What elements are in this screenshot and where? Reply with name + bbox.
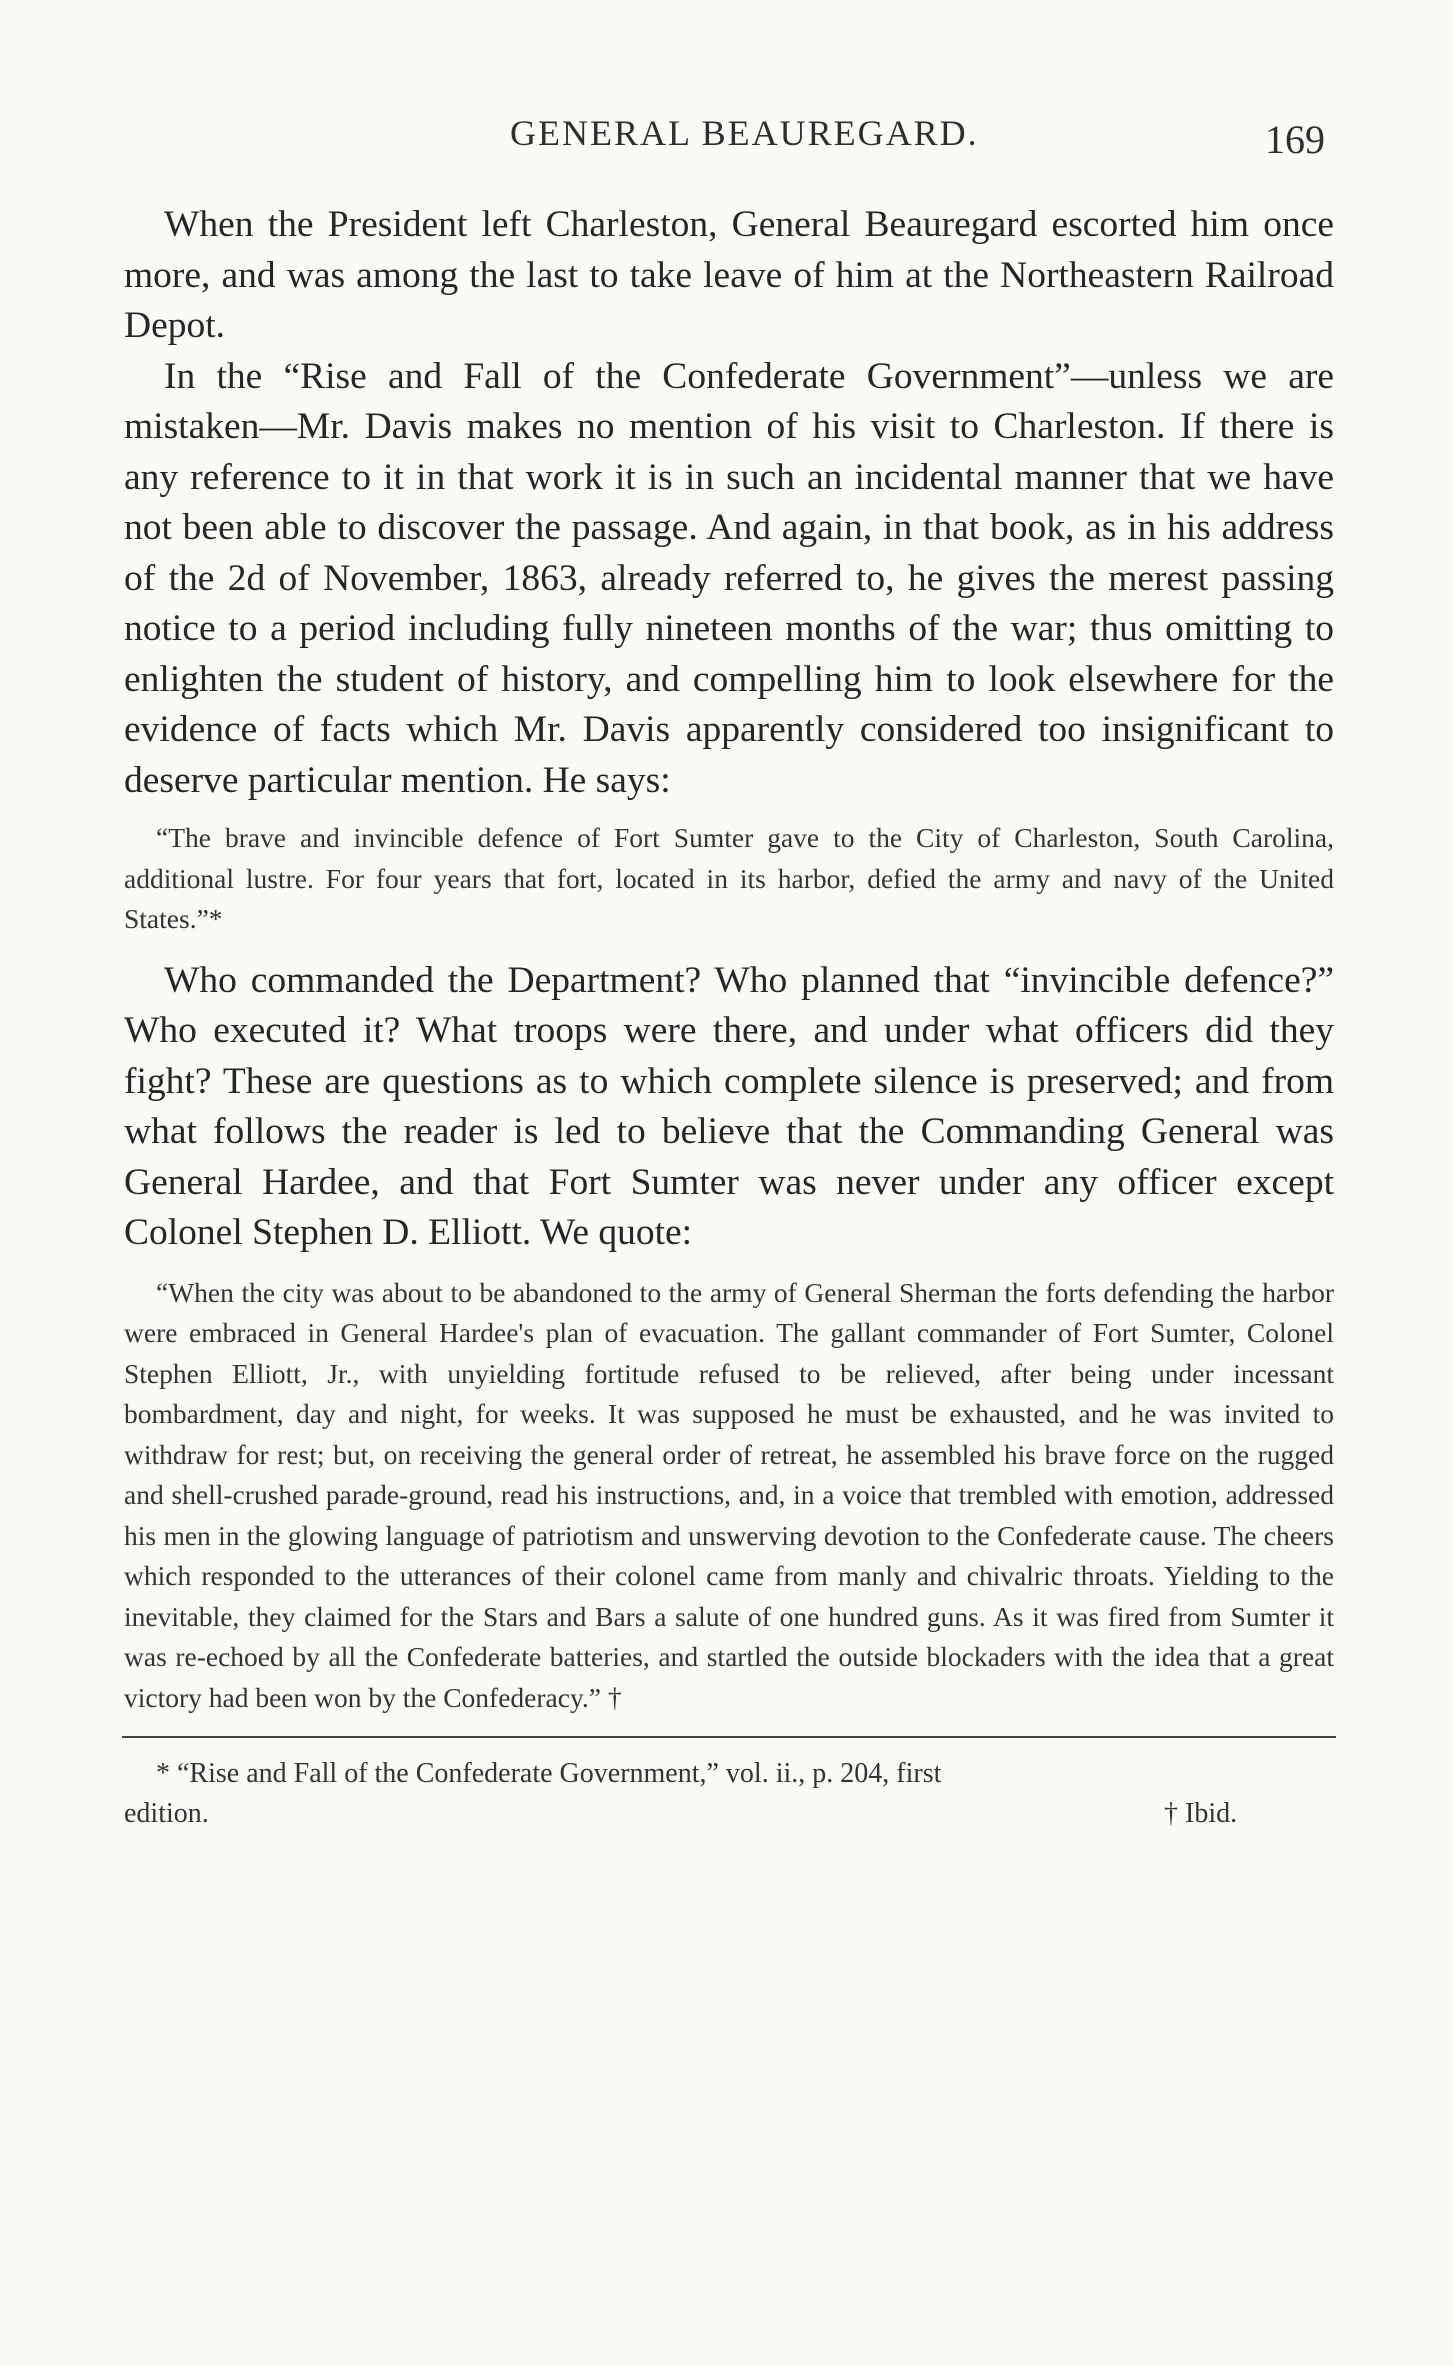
page-body bbox=[124, 200, 1334, 1834]
footnote-dagger: † Ibid. bbox=[1164, 1798, 1238, 1829]
paragraph: Who commanded the Department? Who planned that “invincible defence?” Who executed it? What troops were there, and under what officers did they fight? These are questions as to which complete silence is preserved; and from what follows the reader is led to believe that the Commanding General was General Hardee, and that Fort Sumter was never under any officer except Colonel Stephen D. Elliott. We quote: bbox=[124, 959, 1334, 1253]
block-quote: “The brave and invincible defence of Fort Sumter gave to the City of Charleston, South Carolina, additional lustre. For four years that fort, located in its harbor, defied the army and navy of the United States.”* bbox=[124, 822, 1334, 934]
footnotes bbox=[124, 1754, 1334, 1834]
footnote-star-continued: edition. bbox=[124, 1798, 209, 1829]
running-title: GENERAL BEAUREGARD. bbox=[510, 113, 979, 153]
block-quote: “When the city was about to be abandoned to the army of General Sherman the forts defending the harbor were embraced in General Hardee's plan of evacuation. The gallant commander of Fort Sumter, Colonel Stephen Elliott, Jr., with unyielding fortitude refused to be relieved, after being under incessant bombardment, day and night, for weeks. It was supposed he must be exhausted, and he was invited to withdraw for rest; but, on receiving the general order of retreat, he assembled his brave force on the rugged and shell-crushed parade-ground, read his instructions, and, in a voice that trembled with emotion, addressed his men in the glowing language of patriotism and unswerving devotion to the Confederate cause. The cheers which responded to the utterances of their colonel came from manly and chivalric throats. Yielding to the inevitable, they claimed for the Stars and Bars a salute of one hundred guns. As it was fired from Sumter it was re-echoed by all the Confederate batteries, and startled the outside blockaders with the idea that a great victory had been won by the Confederacy.” † bbox=[124, 1276, 1334, 1713]
page-number: 169 bbox=[1265, 117, 1325, 162]
footnote-star: * “Rise and Fall of the Confederate Government,” vol. ii., p. 204, first bbox=[156, 1758, 942, 1789]
paragraph: In the “Rise and Fall of the Confederate Government”—unless we are mistaken—Mr. Davis makes no mention of his visit to Charleston. If there is any reference to it in that work it is in such an incidental manner that we have not been able to discover the passage. And again, in that book, as in his address of the 2d of November, 1863, already referred to, he gives the merest passing notice to a period including fully nineteen months of the war; thus omitting to enlighten the student of history, and compelling him to look elsewhere for the evidence of facts which Mr. Davis apparently considered too insignificant to deserve particular mention. He says: bbox=[124, 355, 1334, 801]
page-header bbox=[0, 112, 1453, 172]
footnote-divider bbox=[122, 1736, 1336, 1738]
paragraph: When the President left Charleston, General Beauregard escorted him once more, and was among the last to take leave of him at the Northeastern Railroad Depot. bbox=[124, 204, 1334, 346]
